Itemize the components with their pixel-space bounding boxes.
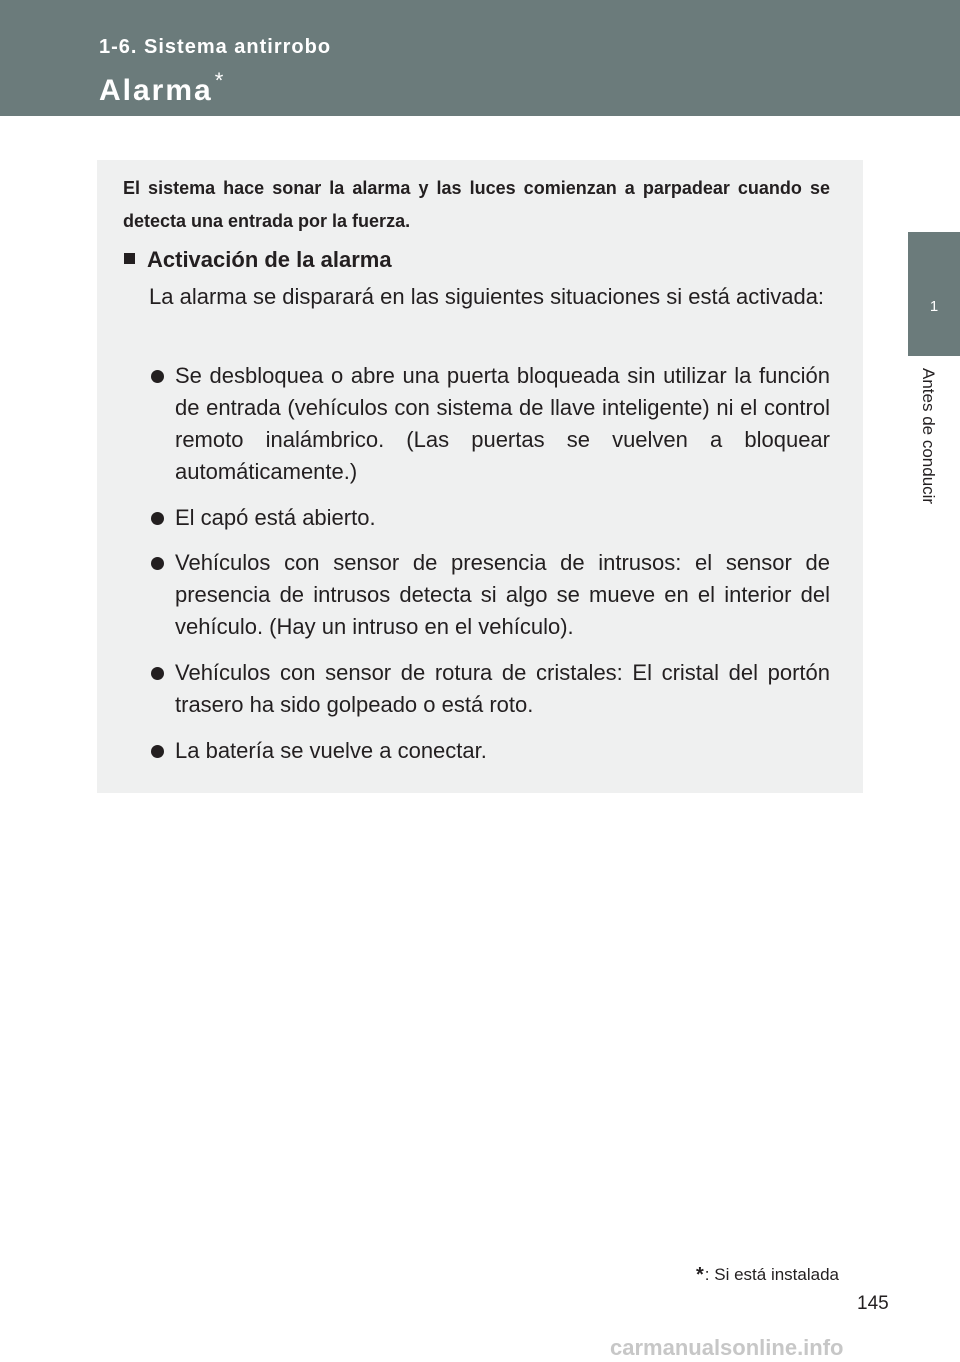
chapter-number: 1 (929, 298, 939, 315)
asterisk-icon: * (696, 1264, 704, 1286)
list-item-text: La batería se vuelve a conectar. (175, 738, 487, 763)
subheading (124, 245, 392, 275)
list-item (175, 735, 830, 767)
page-header (0, 0, 960, 116)
bullet-dot-icon (151, 745, 164, 758)
list-item (175, 360, 830, 488)
list-item-text: Vehículos con sensor de rotura de cristales: El cristal del portón trasero ha sido golpeado o está roto. (175, 660, 830, 717)
bullet-dot-icon (151, 370, 164, 383)
bullet-dot-icon (151, 557, 164, 570)
list-item (175, 657, 830, 721)
square-bullet-icon (124, 253, 135, 264)
list-item-text: Se desbloquea o abre una puerta bloqueada sin utilizar la función de entrada (vehículos con sistema de llave inteligente) ni el control remoto inalámbrico. (Las puertas se vuelven a bloquear automáticamente.) (175, 363, 830, 484)
watermark: carmanualsonline.info (610, 1335, 844, 1360)
asterisk-icon: * (214, 68, 226, 93)
bullet-dot-icon (151, 512, 164, 525)
page-title-text: Alarma (99, 74, 213, 107)
page-number: 145 (857, 1293, 889, 1314)
list-item-text: Vehículos con sensor de presencia de intrusos: el sensor de presencia de intrusos detecta si algo se mueve en el interior del vehículo. (Hay un intruso en el vehículo). (175, 550, 830, 639)
list-item (175, 547, 830, 643)
chapter-label: Antes de conducir (919, 368, 938, 505)
section-label: 1-6. Sistema antirrobo (99, 36, 332, 58)
subheading-text: Activación de la alarma (147, 247, 392, 272)
page-title (99, 68, 225, 108)
body-paragraph: La alarma se disparará en las siguientes situaciones si está activada: (149, 284, 825, 309)
list-item-text: El capó está abierto. (175, 505, 376, 530)
footnote-text: : Si está instalada (704, 1265, 839, 1284)
bullet-dot-icon (151, 667, 164, 680)
footnote (696, 1264, 839, 1287)
intro-text: El sistema hace sonar la alarma y las luces comienzan a parpadear cuando se detecta una entrada por la fuerza. (123, 178, 830, 231)
list-item (175, 502, 830, 534)
chapter-tab (908, 232, 960, 356)
